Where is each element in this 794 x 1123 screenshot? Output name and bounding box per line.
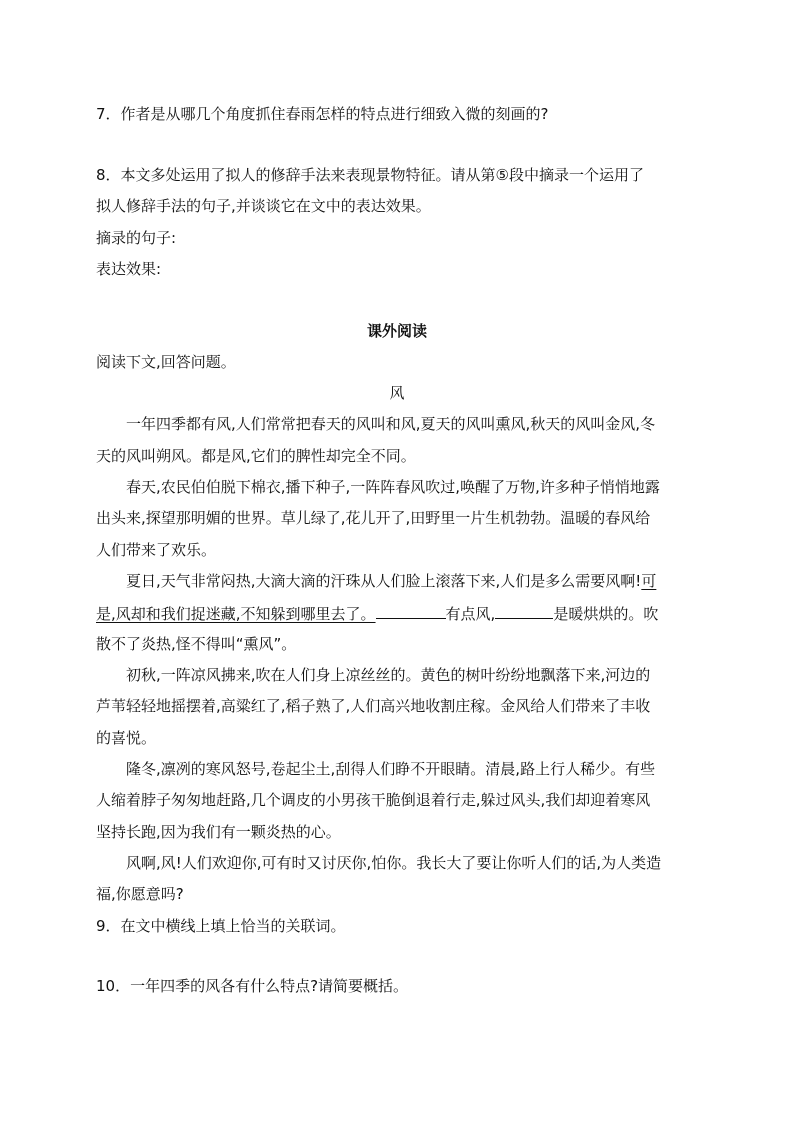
passage-line: 的喜悦。 — [96, 729, 157, 747]
passage-line: 人缩着脖子匆匆地赶路,几个调皮的小男孩干脆倒退着行走,躲过风头,我们却迎着寒风 — [96, 791, 651, 809]
passage-line: 初秋,一阵凉风拂来,吹在人们身上凉丝丝的。黄色的树叶纷纷地飘落下来,河边的 — [126, 666, 651, 684]
passage-line: 出头来,探望那明媚的世界。草儿绿了,花儿开了,田野里一片生机勃勃。温暖的春风给 — [96, 509, 651, 527]
question-8-line-2: 拟人修辞手法的句子,并谈谈它在文中的表达效果。 — [96, 197, 431, 215]
question-10: 10．一年四季的风各有什么特点?请简要概括。 — [96, 977, 409, 995]
passage-line: 天的风叫朔风。都是风,它们的脾性却完全不同。 — [96, 447, 416, 465]
passage-line: 风啊,风!人们欢迎你,可有时又讨厌你,怕你。我长大了要让你听人们的话,为人类造 — [126, 854, 662, 872]
passage-line: 一年四季都有风,人们常常把春天的风叫和风,夏天的风叫熏风,秋天的风叫金风,冬 — [126, 415, 656, 433]
passage-text: 有点风, — [445, 605, 496, 623]
conjunction-blank-1[interactable] — [376, 602, 446, 619]
passage-line — [126, 571, 656, 591]
passage-line — [96, 602, 658, 622]
passage-title: 风 — [389, 384, 405, 402]
passage-line: 坚持长跑,因为我们有一颗炎热的心。 — [96, 823, 341, 841]
underlined-text: 是,风却和我们捉迷藏,不知躲到哪里去了。 — [96, 605, 376, 623]
passage-line: 人们带来了欢乐。 — [96, 541, 217, 559]
effect-answer-label: 表达效果: — [96, 260, 162, 278]
passage-line: 散不了炎热,怪不得叫“熏风”。 — [96, 635, 297, 653]
passage-line: 隆冬,凛冽的寒风怒号,卷起尘土,刮得人们睁不开眼睛。清晨,路上行人稀少。有些 — [126, 760, 656, 778]
question-7: 7．作者是从哪几个角度抓住春雨怎样的特点进行细致入微的刻画的? — [96, 105, 549, 123]
passage-text: 是暖烘烘的。吹 — [553, 605, 659, 623]
section-heading: 课外阅读 — [366, 322, 427, 340]
conjunction-blank-2[interactable] — [495, 602, 553, 619]
passage-line: 福,你愿意吗? — [96, 885, 184, 903]
passage-line: 芦苇轻轻地摇摆着,高粱红了,稻子熟了,人们高兴地收割庄稼。金风给人们带来了丰收 — [96, 697, 651, 715]
passage-text: 夏日,天气非常闷热,大滴大滴的汗珠从人们脸上滚落下来,人们是多么需要风啊! — [126, 572, 642, 590]
passage-line: 春天,农民伯伯脱下棉衣,播下种子,一阵阵春风吹过,唤醒了万物,许多种子悄悄地露 — [126, 478, 660, 496]
question-9: 9．在文中横线上填上恰当的关联词。 — [96, 917, 346, 935]
sentence-answer-label: 摘录的句子: — [96, 229, 177, 247]
reading-instruction: 阅读下文,回答问题。 — [96, 353, 236, 371]
question-8-line-1: 8．本文多处运用了拟人的修辞手法来表现景物特征。请从第⑤段中摘录一个运用了 — [96, 166, 644, 184]
underlined-text: 可 — [641, 572, 657, 590]
